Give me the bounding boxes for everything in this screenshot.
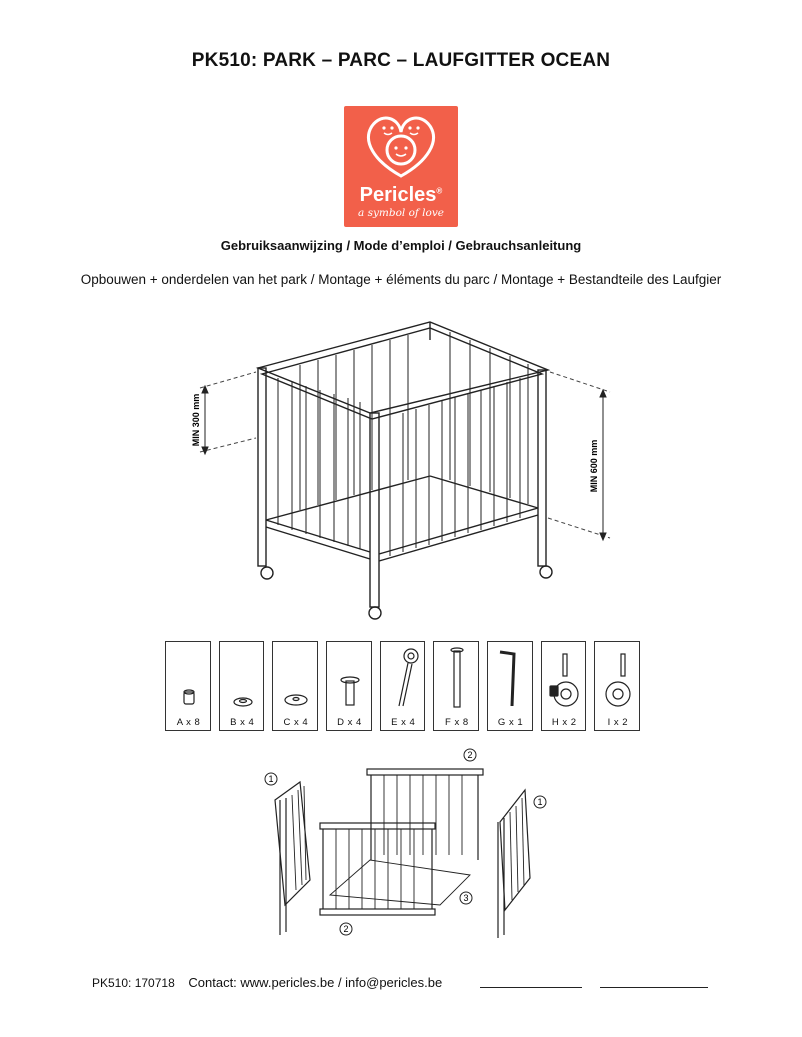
part-h <box>541 641 587 731</box>
callout-2-front: 2 <box>343 924 349 934</box>
subtitle: Gebruiksaanwijzing / Mode d’emploi / Gebrauchsanleitung <box>220 238 582 253</box>
part-label: E x 4 <box>391 717 416 728</box>
part-label: B x 4 <box>230 717 255 728</box>
hex-nut-icon <box>220 642 265 712</box>
caster-icon <box>595 642 640 712</box>
bolt-icon <box>327 642 372 712</box>
part-b <box>219 641 265 731</box>
eye-screw-icon <box>381 642 426 712</box>
part-i <box>594 641 640 731</box>
exploded-assembly <box>275 769 530 938</box>
callout-2-back: 2 <box>467 750 473 760</box>
part-a <box>165 641 211 731</box>
logo-tagline: a symbol of love <box>358 207 444 219</box>
part-f <box>433 641 479 731</box>
callout-3-base: 3 <box>463 893 469 903</box>
callout-1-right: 1 <box>537 797 543 807</box>
parts-list <box>165 641 640 731</box>
dimension-min-600: MIN 600 mm <box>589 439 599 493</box>
page-title: PK510: PARK – PARC – LAUFGITTER OCEAN <box>191 50 611 71</box>
allen-key-icon <box>488 642 533 712</box>
long-bolt-icon <box>434 642 479 712</box>
part-label: F x 8 <box>445 717 469 728</box>
logo-brand-name: Pericles® <box>359 184 443 206</box>
dimension-guides <box>200 372 610 538</box>
part-e <box>380 641 426 731</box>
part-c <box>272 641 318 731</box>
barrel-nut-icon <box>166 642 211 712</box>
part-label: I x 2 <box>607 717 629 728</box>
part-d <box>326 641 372 731</box>
blank-line <box>480 987 582 988</box>
braked-caster-icon <box>542 642 587 712</box>
dimension-min-300: MIN 300 mm <box>191 393 201 447</box>
part-label: D x 4 <box>337 717 362 728</box>
assembled-playpen <box>258 322 552 619</box>
callout-1-left: 1 <box>268 774 274 784</box>
blank-line <box>600 987 708 988</box>
part-label: G x 1 <box>497 717 524 728</box>
contact-info: Contact: www.pericles.be / info@pericles.be <box>188 975 443 990</box>
part-label: H x 2 <box>551 717 577 728</box>
washer-icon <box>273 642 318 712</box>
part-g <box>487 641 533 731</box>
document-reference: PK510: 170718 <box>92 976 175 990</box>
description: Opbouwen + onderdelen van het park / Montage + éléments du parc / Montage + Bestandteile des Laufgier <box>80 272 722 287</box>
part-label: C x 4 <box>283 717 309 728</box>
footer <box>92 975 442 990</box>
part-label: A x 8 <box>176 717 201 728</box>
